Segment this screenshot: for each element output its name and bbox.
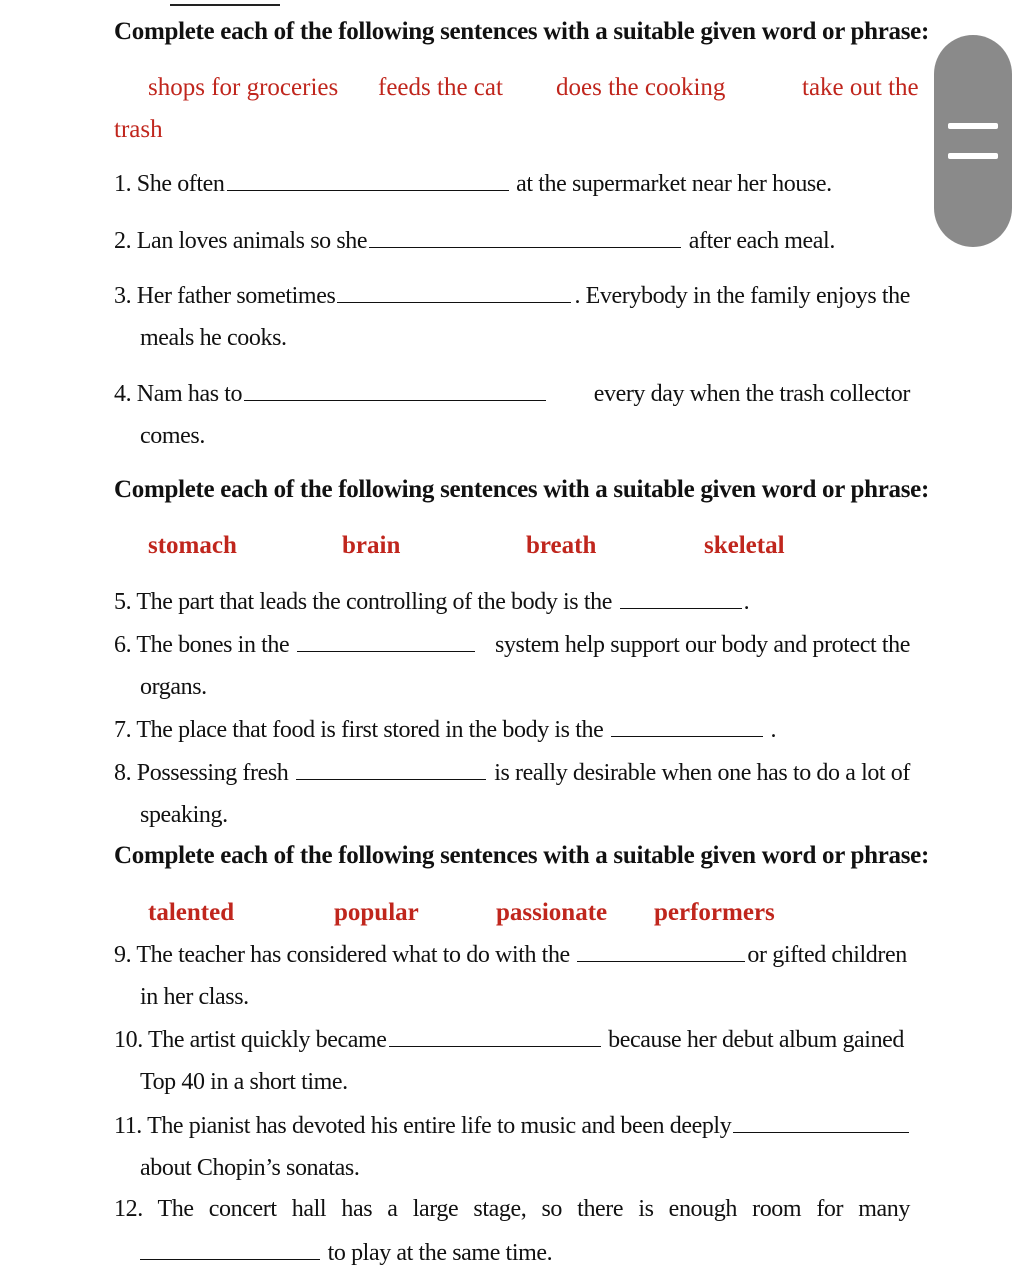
- q12-continuation: [140, 1239, 552, 1267]
- q9-text-b: or gifted children: [747, 942, 907, 968]
- q4-blank[interactable]: [244, 380, 546, 401]
- q3-text-a: 3. Her father sometimes: [114, 283, 336, 309]
- word-breath: breath: [526, 532, 597, 559]
- q4-continuation: comes.: [140, 423, 205, 449]
- q2-text-a: 2. Lan loves animals so she: [114, 228, 368, 254]
- word-shops-for-groceries: shops for groceries: [148, 74, 339, 101]
- top-divider: [170, 4, 280, 6]
- q9-blank[interactable]: [577, 941, 745, 962]
- q7-blank[interactable]: [611, 716, 763, 737]
- q6-text-a: 6. The bones in the: [114, 632, 290, 658]
- q8-text-a: 8. Possessing fresh: [114, 760, 289, 786]
- word-passionate: passionate: [496, 899, 608, 926]
- q5-text-a: 5. The part that leads the controlling of the body is the: [114, 589, 612, 615]
- q6-blank[interactable]: [297, 631, 475, 652]
- word-stomach: stomach: [148, 532, 237, 559]
- word-does-the-cooking: does the cooking: [556, 74, 726, 101]
- question-6: [114, 631, 910, 659]
- q1-text-a: 1. She often: [114, 171, 225, 197]
- q12-text-b: to play at the same time.: [327, 1240, 553, 1266]
- section1-heading: Complete each of the following sentences with a suitable given word or phrase:: [114, 18, 929, 45]
- q7-text-b: .: [770, 717, 777, 743]
- word-skeletal: skeletal: [704, 532, 785, 559]
- q3-continuation: meals he cooks.: [140, 325, 287, 351]
- q9-text-a: 9. The teacher has considered what to do with the: [114, 942, 570, 968]
- q12-blank[interactable]: [140, 1239, 320, 1260]
- question-11: [114, 1112, 911, 1140]
- section3-heading: Complete each of the following sentences with a suitable given word or phrase:: [114, 842, 929, 869]
- q10-text-b: because her debut album gained: [608, 1027, 905, 1053]
- q5-blank[interactable]: [620, 588, 742, 609]
- word-performers: performers: [654, 899, 775, 926]
- q3-text-b: . Everybody in the family enjoys the: [574, 283, 910, 309]
- scroll-handle[interactable]: [934, 35, 1012, 247]
- q8-text-b: is really desirable when one has to do a lot of: [494, 760, 910, 786]
- question-12: 12. The concert hall has a large stage, so there is enough room for many: [114, 1196, 910, 1222]
- question-5: [114, 588, 749, 616]
- word-brain: brain: [342, 532, 401, 559]
- q10-continuation: Top 40 in a short time.: [140, 1069, 348, 1095]
- q9-continuation: in her class.: [140, 984, 249, 1010]
- question-4: [114, 380, 910, 408]
- word-take-out-the: take out the: [802, 74, 919, 101]
- q4-text-b: every day when the trash collector: [593, 381, 910, 407]
- question-3: [114, 282, 910, 310]
- question-8: [114, 759, 910, 787]
- word-popular: popular: [334, 899, 419, 926]
- q8-blank[interactable]: [296, 759, 486, 780]
- q11-text-a: 11. The pianist has devoted his entire life to music and been deeply: [114, 1113, 732, 1139]
- q11-blank[interactable]: [733, 1112, 909, 1133]
- q2-text-b: after each meal.: [688, 228, 835, 254]
- q4-text-a: 4. Nam has to: [114, 381, 243, 407]
- question-2: [114, 227, 835, 255]
- q7-text-a: 7. The place that food is first stored in the body is the: [114, 717, 604, 743]
- q1-text-b: at the supermarket near her house.: [516, 171, 832, 197]
- question-9: [114, 941, 907, 969]
- word-trash: trash: [114, 116, 163, 143]
- section2-heading: Complete each of the following sentences with a suitable given word or phrase:: [114, 476, 929, 503]
- word-feeds-the-cat: feeds the cat: [378, 74, 503, 101]
- word-talented: talented: [148, 899, 235, 926]
- q3-blank[interactable]: [337, 282, 571, 303]
- q1-blank[interactable]: [227, 170, 509, 191]
- question-7: [114, 716, 776, 744]
- q8-continuation: speaking.: [140, 802, 228, 828]
- q6-continuation: organs.: [140, 674, 207, 700]
- q2-blank[interactable]: [369, 227, 681, 248]
- q10-text-a: 10. The artist quickly became: [114, 1027, 387, 1053]
- q10-blank[interactable]: [389, 1026, 601, 1047]
- question-1: [114, 170, 832, 198]
- q6-text-b: system help support our body and protect the: [495, 632, 910, 658]
- q11-continuation: about Chopin’s sonatas.: [140, 1155, 360, 1181]
- q5-text-b: .: [743, 589, 750, 615]
- question-10: [114, 1026, 904, 1054]
